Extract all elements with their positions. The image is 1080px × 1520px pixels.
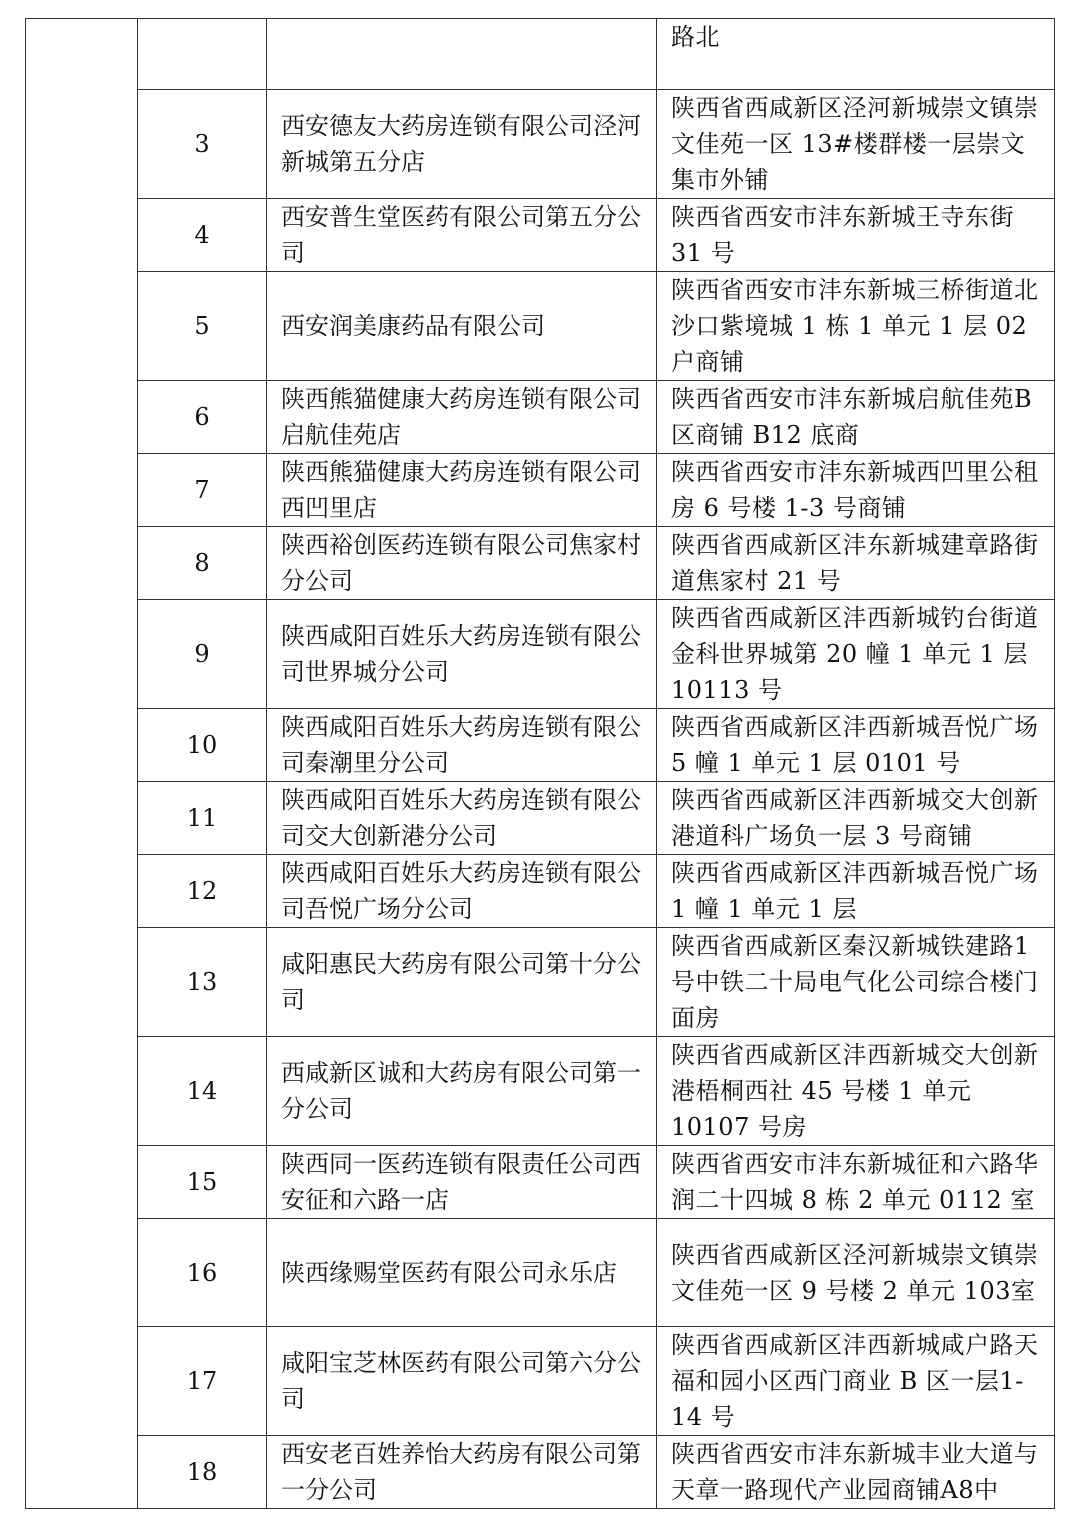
row-number-cell — [138, 1146, 267, 1219]
store-name-cell — [267, 199, 657, 272]
row-number-cell — [138, 272, 267, 381]
row-number: 15 — [186, 1168, 218, 1196]
store-address: 陕西省西安市沣东新城启航佳苑B 区商铺 B12 底商 — [671, 385, 1033, 449]
store-address: 路北 — [671, 23, 720, 51]
row-number: 8 — [194, 549, 210, 577]
table-row — [26, 709, 1055, 782]
store-address: 陕西省西安市沣东新城丰业大道与天章一路现代产业园商铺A8中 — [671, 1440, 1039, 1504]
table-row — [26, 1146, 1055, 1219]
row-number-cell — [138, 1327, 267, 1436]
store-name: 陕西同一医药连锁有限责任公司西安征和六路一店 — [281, 1150, 641, 1214]
store-name: 西安普生堂医药有限公司第五分公司 — [281, 203, 641, 267]
store-name-cell — [267, 1146, 657, 1219]
store-name-cell — [267, 1436, 657, 1509]
store-name: 陕西咸阳百姓乐大药房连锁有限公司秦潮里分公司 — [281, 713, 641, 777]
store-address: 陕西省西咸新区沣西新城咸户路天福和园小区西门商业 B 区一层1-14 号 — [671, 1331, 1039, 1431]
row-number-cell — [138, 1219, 267, 1327]
store-address-cell — [657, 1146, 1055, 1219]
store-name: 陕西咸阳百姓乐大药房连锁有限公司交大创新港分公司 — [281, 786, 641, 850]
table-row — [26, 1037, 1055, 1146]
table-row — [26, 1327, 1055, 1436]
store-name: 陕西咸阳百姓乐大药房连锁有限公司吾悦广场分公司 — [281, 859, 641, 923]
row-number-cell — [138, 1436, 267, 1509]
row-number: 12 — [186, 877, 218, 905]
store-name-cell — [267, 90, 657, 199]
store-address: 陕西省西咸新区泾河新城崇文镇崇文佳苑一区 13#楼群楼一层崇文集市外铺 — [671, 94, 1039, 194]
row-number: 7 — [194, 476, 210, 504]
row-number-cell — [138, 199, 267, 272]
table-row — [26, 19, 1055, 90]
store-name-cell — [267, 454, 657, 527]
row-number-cell — [138, 19, 267, 90]
store-name: 西安德友大药房连锁有限公司泾河新城第五分店 — [281, 112, 641, 176]
store-address: 陕西省西安市沣东新城征和六路华润二十四城 8 栋 2 单元 0112 室 — [671, 1150, 1039, 1214]
table-row — [26, 928, 1055, 1037]
store-address-cell — [657, 19, 1055, 90]
row-number-cell — [138, 381, 267, 454]
row-number-cell — [138, 454, 267, 527]
row-number: 16 — [186, 1258, 218, 1287]
store-address-cell — [657, 782, 1055, 855]
store-name-cell — [267, 855, 657, 928]
store-address: 陕西省西咸新区沣西新城吾悦广场 5 幢 1 单元 1 层 0101 号 — [671, 713, 1039, 777]
pharmacy-list-table — [25, 18, 1055, 1509]
store-name: 陕西缘赐堂医药有限公司永乐店 — [281, 1258, 617, 1287]
store-address-cell — [657, 527, 1055, 600]
table-row — [26, 782, 1055, 855]
row-number: 5 — [194, 312, 210, 340]
row-number: 13 — [186, 968, 218, 996]
store-address-cell — [657, 1327, 1055, 1436]
store-address-cell — [657, 381, 1055, 454]
store-name: 陕西熊猫健康大药房连锁有限公司西凹里店 — [281, 458, 641, 522]
store-address-cell — [657, 928, 1055, 1037]
store-address-cell — [657, 1436, 1055, 1509]
row-number: 9 — [194, 640, 210, 668]
store-address-cell — [657, 855, 1055, 928]
row-number-cell — [138, 855, 267, 928]
store-name: 陕西熊猫健康大药房连锁有限公司启航佳苑店 — [281, 385, 641, 449]
store-address-cell — [657, 272, 1055, 381]
store-name: 咸阳惠民大药房有限公司第十分公司 — [281, 950, 641, 1014]
store-address-cell — [657, 90, 1055, 199]
row-number-cell — [138, 782, 267, 855]
store-name-cell — [267, 19, 657, 90]
store-address: 陕西省西咸新区秦汉新城铁建路1 号中铁二十局电气化公司综合楼门面房 — [671, 932, 1039, 1032]
store-name-cell — [267, 1219, 657, 1327]
table-row — [26, 90, 1055, 199]
store-name-cell — [267, 1327, 657, 1436]
store-name: 陕西裕创医药连锁有限公司焦家村分公司 — [281, 531, 641, 595]
store-address: 陕西省西安市沣东新城三桥街道北沙口紫境城 1 栋 1 单元 1 层 02 户商铺 — [671, 276, 1039, 376]
row-number: 17 — [186, 1367, 218, 1395]
category-cell — [26, 19, 138, 1509]
store-name: 西咸新区诚和大药房有限公司第一分公司 — [281, 1059, 641, 1123]
table-body — [26, 19, 1055, 1509]
store-name-cell — [267, 1037, 657, 1146]
table-row — [26, 1436, 1055, 1509]
store-name-cell — [267, 782, 657, 855]
table-row — [26, 600, 1055, 709]
store-address-cell — [657, 199, 1055, 272]
store-address: 陕西省西咸新区泾河新城崇文镇崇文佳苑一区 9 号楼 2 单元 103室 — [671, 1240, 1039, 1305]
store-address: 陕西省西咸新区沣西新城交大创新港梧桐西社 45 号楼 1 单元10107 号房 — [671, 1041, 1039, 1141]
store-name-cell — [267, 272, 657, 381]
store-address-cell — [657, 709, 1055, 782]
store-address: 陕西省西咸新区沣西新城交大创新港道科广场负一层 3 号商铺 — [671, 786, 1039, 850]
store-address-cell — [657, 600, 1055, 709]
row-number-cell — [138, 527, 267, 600]
store-name-cell — [267, 600, 657, 709]
row-number-cell — [138, 709, 267, 782]
table-row — [26, 272, 1055, 381]
row-number: 14 — [186, 1077, 218, 1105]
table-row — [26, 855, 1055, 928]
store-name: 陕西咸阳百姓乐大药房连锁有限公司世界城分公司 — [281, 622, 641, 686]
store-address: 陕西省西咸新区沣东新城建章路街道焦家村 21 号 — [671, 531, 1039, 595]
store-address-cell — [657, 1219, 1055, 1327]
row-number: 11 — [186, 804, 218, 832]
table-row — [26, 199, 1055, 272]
table-row — [26, 454, 1055, 527]
row-number-cell — [138, 928, 267, 1037]
row-number: 4 — [194, 221, 210, 249]
row-number-cell — [138, 1037, 267, 1146]
store-name-cell — [267, 527, 657, 600]
store-name: 西安润美康药品有限公司 — [281, 312, 545, 340]
store-address: 陕西省西咸新区沣西新城吾悦广场 1 幢 1 单元 1 层 — [671, 859, 1039, 923]
store-address-cell — [657, 454, 1055, 527]
store-address: 陕西省西安市沣东新城西凹里公租房 6 号楼 1-3 号商铺 — [671, 458, 1039, 522]
table-row — [26, 1219, 1055, 1327]
table-row — [26, 381, 1055, 454]
row-number: 18 — [186, 1458, 218, 1486]
store-address-cell — [657, 1037, 1055, 1146]
row-number-cell — [138, 600, 267, 709]
store-name: 西安老百姓养怡大药房有限公司第一分公司 — [281, 1440, 641, 1504]
row-number: 10 — [186, 731, 218, 759]
table-row — [26, 527, 1055, 600]
store-name-cell — [267, 709, 657, 782]
store-name: 咸阳宝芝林医药有限公司第六分公司 — [281, 1349, 641, 1413]
row-number: 3 — [194, 130, 210, 158]
store-name-cell — [267, 381, 657, 454]
row-number: 6 — [194, 403, 210, 431]
store-name-cell — [267, 928, 657, 1037]
store-address: 陕西省西安市沣东新城王寺东街 31 号 — [671, 203, 1014, 267]
store-address: 陕西省西咸新区沣西新城钓台街道金科世界城第 20 幢 1 单元 1 层10113 号 — [671, 604, 1039, 704]
row-number-cell — [138, 90, 267, 199]
